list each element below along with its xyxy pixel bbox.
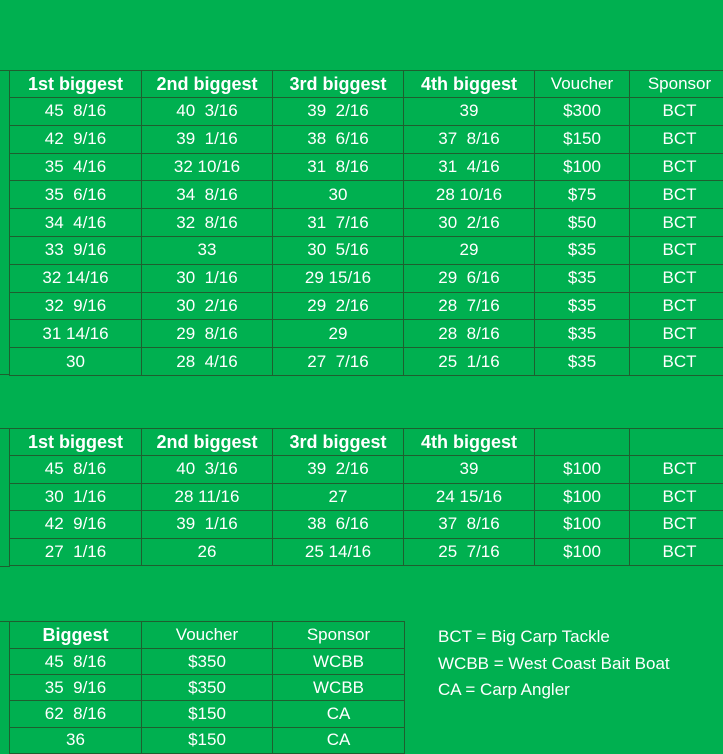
table-cell: $35	[535, 292, 630, 320]
table-row	[10, 456, 723, 484]
table-row	[10, 320, 723, 348]
biggest-fish-table-body	[10, 622, 405, 754]
table-cell: 37 8/16	[404, 125, 535, 153]
table-row	[10, 264, 723, 292]
table-cell: BCT	[630, 456, 723, 484]
table-cell: 33	[142, 236, 273, 264]
table-cell: BCT	[630, 98, 723, 126]
legend-item-wcbb: WCBB = West Coast Bait Boat	[438, 653, 670, 673]
table-cell: 29	[404, 236, 535, 264]
table-cell: BCT	[630, 236, 723, 264]
table-cell: 35 9/16	[10, 675, 142, 701]
table-cell: 27 1/16	[10, 538, 142, 566]
sponsor-legend	[438, 624, 670, 704]
table-cell: BCT	[630, 511, 723, 539]
table-cell: BCT	[630, 264, 723, 292]
column-header: Sponsor	[630, 71, 723, 98]
table-cell: 29	[273, 320, 404, 348]
table-cell: 39 2/16	[273, 98, 404, 126]
table-cell: 40 3/16	[142, 456, 273, 484]
table-cell: 28 11/16	[142, 483, 273, 511]
table-cell: 29 6/16	[404, 264, 535, 292]
table-cell: 29 2/16	[273, 292, 404, 320]
column-header: 3rd biggest	[273, 429, 404, 456]
biggest-fish-table	[9, 621, 405, 754]
table-cell: BCT	[630, 125, 723, 153]
table-row	[10, 236, 723, 264]
table-cell: $150	[535, 125, 630, 153]
table-row	[10, 292, 723, 320]
table-cell: 27 7/16	[273, 348, 404, 376]
table-row	[10, 701, 405, 727]
legend-item-bct: BCT = Big Carp Tackle	[438, 627, 610, 646]
table-cell: $150	[142, 727, 273, 753]
table-cell: 31 14/16	[10, 320, 142, 348]
table-cell: 39 1/16	[142, 511, 273, 539]
table-cell: 33 9/16	[10, 236, 142, 264]
table-cell: BCT	[630, 181, 723, 209]
table-cell: 32 14/16	[10, 264, 142, 292]
table-cell: 62 8/16	[10, 701, 142, 727]
table-cell: 40 3/16	[142, 98, 273, 126]
table-cell: BCT	[630, 538, 723, 566]
header-row	[10, 622, 405, 649]
table-cell: BCT	[630, 292, 723, 320]
column-header	[630, 429, 723, 456]
header-row	[10, 71, 723, 98]
results-table-secondary-body	[10, 429, 723, 566]
table-cell: CA	[273, 701, 405, 727]
table-cell: 30	[273, 181, 404, 209]
column-header: Voucher	[535, 71, 630, 98]
table-row	[10, 538, 723, 566]
table-row	[10, 153, 723, 181]
table-cell: $35	[535, 236, 630, 264]
column-header: 4th biggest	[404, 71, 535, 98]
table-cell: $350	[142, 649, 273, 675]
table-cell: 34 8/16	[142, 181, 273, 209]
table-row	[10, 675, 405, 701]
table-cell: 28 7/16	[404, 292, 535, 320]
table-cell: $75	[535, 181, 630, 209]
table-cell: 45 8/16	[10, 649, 142, 675]
table-cell: 30 1/16	[10, 483, 142, 511]
table-cell: 32 10/16	[142, 153, 273, 181]
table-cell: 26	[142, 538, 273, 566]
legend-item-ca: CA = Carp Angler	[438, 680, 570, 699]
table-cell: 35 6/16	[10, 181, 142, 209]
results-table-main-body	[10, 71, 723, 376]
table-cell: 39 2/16	[273, 456, 404, 484]
table-cell: 31 4/16	[404, 153, 535, 181]
table-row	[10, 649, 405, 675]
table-cell: $100	[535, 511, 630, 539]
table-cell: 42 9/16	[10, 125, 142, 153]
table-row	[10, 727, 405, 753]
table-cell: $35	[535, 320, 630, 348]
table-cell: BCT	[630, 153, 723, 181]
column-header: 2nd biggest	[142, 429, 273, 456]
table-row	[10, 348, 723, 376]
table-cell: 25 1/16	[404, 348, 535, 376]
results-table-secondary	[9, 428, 723, 566]
table-row	[10, 125, 723, 153]
table-cell: $100	[535, 538, 630, 566]
table-cell: $150	[142, 701, 273, 727]
table-cell: BCT	[630, 209, 723, 237]
table-cell: 39	[404, 456, 535, 484]
table-cell: BCT	[630, 320, 723, 348]
table-cell: 34 4/16	[10, 209, 142, 237]
gridline	[0, 566, 10, 567]
table-cell: $100	[535, 483, 630, 511]
table-cell: 24 15/16	[404, 483, 535, 511]
table-cell: 31 7/16	[273, 209, 404, 237]
table-cell: 37 8/16	[404, 511, 535, 539]
table-cell: 30 2/16	[142, 292, 273, 320]
table-cell: $35	[535, 348, 630, 376]
table-cell: 32 8/16	[142, 209, 273, 237]
results-table-main	[9, 70, 723, 376]
table-cell: $350	[142, 675, 273, 701]
column-header: 3rd biggest	[273, 71, 404, 98]
table-cell: 30 5/16	[273, 236, 404, 264]
table-cell: $100	[535, 456, 630, 484]
table-cell: 25 7/16	[404, 538, 535, 566]
column-header: Biggest	[10, 622, 142, 649]
table-cell: 29 8/16	[142, 320, 273, 348]
table-cell: BCT	[630, 348, 723, 376]
table-cell: 39 1/16	[142, 125, 273, 153]
table-cell: 38 6/16	[273, 125, 404, 153]
column-header: 2nd biggest	[142, 71, 273, 98]
table-cell: $50	[535, 209, 630, 237]
column-header	[535, 429, 630, 456]
table-cell: 30 1/16	[142, 264, 273, 292]
table-cell: 45 8/16	[10, 456, 142, 484]
table-cell: WCBB	[273, 675, 405, 701]
table-cell: 35 4/16	[10, 153, 142, 181]
table-row	[10, 511, 723, 539]
table-cell: 28 10/16	[404, 181, 535, 209]
table-cell: 38 6/16	[273, 511, 404, 539]
table-cell: 42 9/16	[10, 511, 142, 539]
column-header: 1st biggest	[10, 71, 142, 98]
column-header: 1st biggest	[10, 429, 142, 456]
table-cell: 28 4/16	[142, 348, 273, 376]
table-cell: BCT	[630, 483, 723, 511]
table-cell: 28 8/16	[404, 320, 535, 348]
table-cell: 45 8/16	[10, 98, 142, 126]
table-cell: $100	[535, 153, 630, 181]
table-cell: WCBB	[273, 649, 405, 675]
table-row	[10, 209, 723, 237]
table-cell: 39	[404, 98, 535, 126]
table-cell: 30	[10, 348, 142, 376]
table-cell: 30 2/16	[404, 209, 535, 237]
table-cell: $35	[535, 264, 630, 292]
table-cell: 31 8/16	[273, 153, 404, 181]
table-row	[10, 181, 723, 209]
header-row	[10, 429, 723, 456]
table-cell: $300	[535, 98, 630, 126]
column-header: Voucher	[142, 622, 273, 649]
table-cell: 27	[273, 483, 404, 511]
table-cell: 32 9/16	[10, 292, 142, 320]
table-cell: 29 15/16	[273, 264, 404, 292]
column-header: 4th biggest	[404, 429, 535, 456]
table-row	[10, 98, 723, 126]
table-cell: CA	[273, 727, 405, 753]
column-header: Sponsor	[273, 622, 405, 649]
table-cell: 25 14/16	[273, 538, 404, 566]
table-row	[10, 483, 723, 511]
table-cell: 36	[10, 727, 142, 753]
